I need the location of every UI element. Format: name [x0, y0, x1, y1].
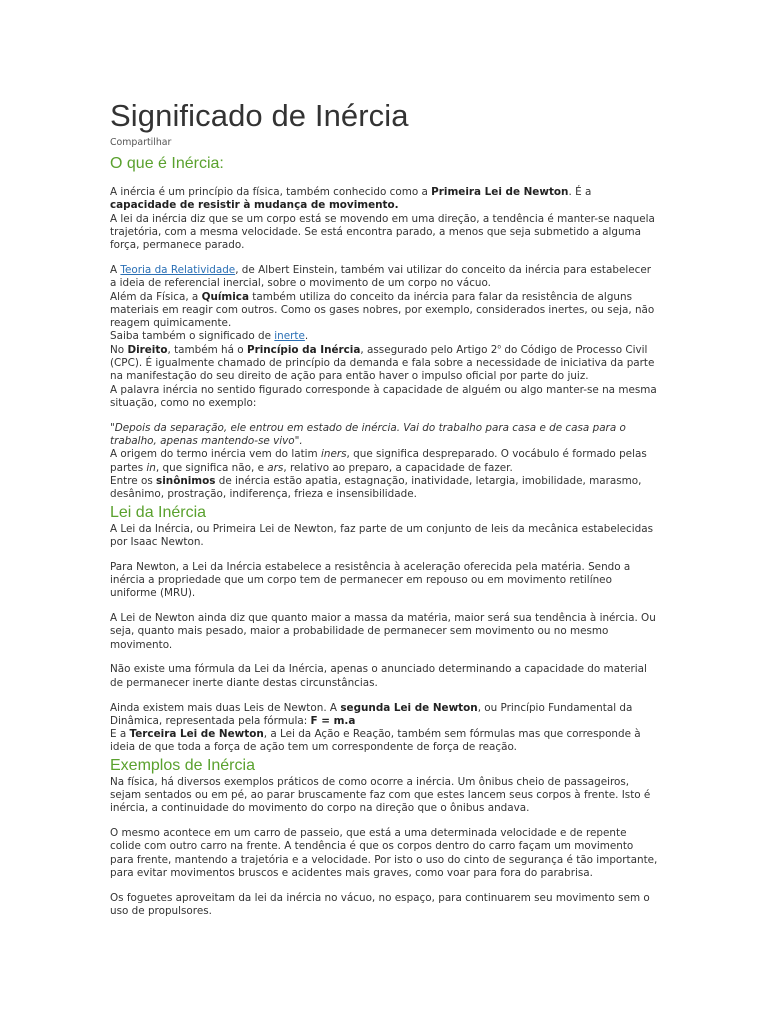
paragraph: A palavra inércia no sentido figurado corresponde à capacidade de alguém ou algo manter-se na mesma situação, como no exemplo: [110, 383, 657, 409]
paragraph: A inércia é um princípio da física, também conhecido como a Primeira Lei de Newton. É a capacidade de resistir à mudança de movimento. [110, 186, 592, 212]
paragraph: A Lei de Newton ainda diz que quanto maior a massa da matéria, maior será sua tendência à inércia. Ou seja, quanto mais pesado, maior a probabilidade de permanecer sem movimento ou no mesmo movimento. [110, 612, 656, 651]
paragraph: Não existe uma fórmula da Lei da Inércia, apenas o anunciado determinando a capacidade do material de permanecer inerte diante destas circunstâncias. [110, 663, 647, 689]
section-heading-lei: Lei da Inércia [110, 503, 207, 521]
paragraph: Na física, há diversos exemplos práticos de como ocorre a inércia. Um ônibus cheio de passageiros, sejam sentados ou em pé, ao parar bruscamente faz com que estes lancem seus corpos à frente. Isto é inércia, a continuidade do movimento do corpo na direção que o ônibus andava. [110, 775, 651, 815]
paragraph: A Lei da Inércia, ou Primeira Lei de Newton, faz parte de um conjunto de leis da mecânica estabelecidas por Isaac Newton. [110, 522, 654, 548]
paragraph: O mesmo acontece em um carro de passeio, que está a uma determinada velocidade e de repente colide com outro carro na frente. A tendência é que os corpos dentro do carro façam um movimento para frente, mantendo a trajetória e a velocidade. Por isto o uso do cinto de segurança é tão importante, para evitar movimentos bruscos e acidentes mais graves, como voar para fora do parabrisa. [110, 827, 658, 879]
paragraph: Ainda existem mais duas Leis de Newton. A segunda Lei de Newton, ou Princípio Fundamental da Dinâmica, representada pela fórmula: F = m.a [110, 701, 633, 727]
link-teoria-relatividade[interactable]: Teoria da Relatividade [120, 263, 236, 276]
paragraph: No Direito, também há o Princípio da Inércia, assegurado pelo Artigo 2$^o$ do Código de Processo Civil (CPC). É igualmente chamado de princípio da demanda e fala sobre a necessidade de iniciativa da parte na manifestação do seu direito de ação para então haver o impulso oficial por parte do juiz. [110, 343, 655, 383]
paragraph: Para Newton, a Lei da Inércia estabelece a resistência à aceleração oferecida pela matéria. Sendo a inércia a propriedade que um corpo tem de permanecer em repouso ou em movimento retilíneo uniforme (MRU). [110, 560, 631, 600]
page-title: Significado de Inércia [110, 98, 409, 133]
link-inerte[interactable]: inerte [274, 330, 305, 343]
paragraph: Além da Física, a Química também utiliza do conceito da inércia para falar da resistência de alguns materiais em reagir com outros. Como os gases nobres, por exemplo, considerados inertes, ou seja, não reagem quimicamente. [110, 290, 655, 330]
paragraph: E a Terceira Lei de Newton, a Lei da Ação e Reação, também sem fórmulas mas que corresponde à ideia de que toda a força de ação tem um correspondente de força de reação. [110, 728, 641, 754]
paragraph: Entre os sinônimos de inércia estão apatia, estagnação, inatividade, letargia, imobilidade, marasmo, desânimo, prostração, indiferença, frieza e insensibilidade. [110, 474, 642, 501]
paragraph: A lei da inércia diz que se um corpo está se movendo em uma direção, a tendência é manter-se naquela trajetória, com a mesma velocidade. Se está encontra parado, a menos que seja submetido a alguma força, permanece parado. [110, 212, 655, 252]
section-heading-exemplos: Exemplos de Inércia [110, 756, 255, 774]
paragraph: Os foguetes aproveitam da lei da inércia no vácuo, no espaço, para continuarem seu movimento sem o uso de propulsores. [110, 891, 650, 918]
quote: "Depois da separação, ele entrou em estado de inércia. Vai do trabalho para casa e de casa para o trabalho, apenas mantendo-se vivo". [110, 421, 626, 448]
share-link[interactable]: Compartilhar [110, 137, 172, 148]
paragraph: A Teoria da Relatividade, de Albert Einstein, também vai utilizar do conceito da inércia para estabelecer a ideia de referencial inercial, sobre o movimento de um corpo no vácuo. [110, 263, 652, 290]
section-heading-oque: O que é Inércia: [110, 155, 224, 172]
paragraph: Saiba também o significado de inerte. [110, 330, 309, 343]
article [110, 96, 660, 918]
paragraph: A origem do termo inércia vem do latim iners, que significa despreparado. O vocábulo é formado pelas partes in, que significa não, e ars, relativo ao preparo, a capacidade de fazer. [110, 448, 647, 474]
